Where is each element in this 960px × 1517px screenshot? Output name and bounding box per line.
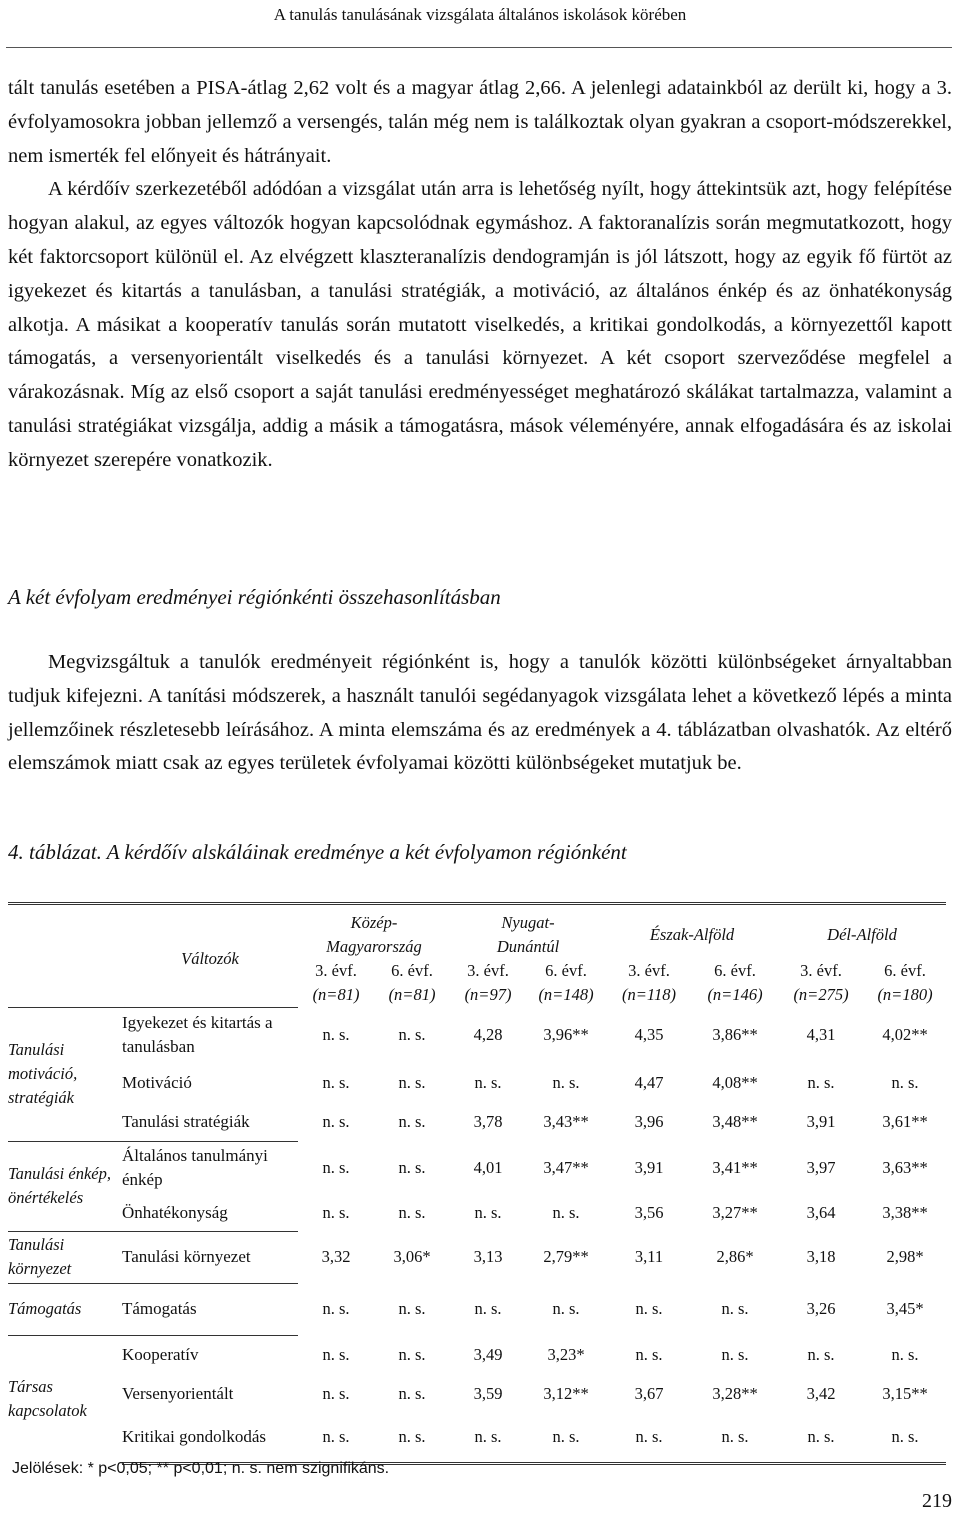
cell: n. s. [778,1413,864,1463]
cell: n. s. [322,1158,350,1177]
group-label-environment: Tanulási környezet [8,1231,122,1283]
cell: 3,45* [886,1299,924,1318]
cell: n. s. [398,1073,426,1092]
cell: n. s. [891,1345,919,1364]
cell: 3,15** [882,1384,928,1403]
table-row [8,1413,946,1463]
table-row [8,1063,946,1103]
table-caption: 4. táblázat. A kérdőív alskáláinak eredménye a két évfolyamon régiónként [8,840,627,864]
cell: 3,43** [543,1112,589,1131]
row-label: Motiváció [122,1073,192,1092]
cell: 4,31 [806,1025,836,1044]
cell: n. s. [635,1299,663,1318]
cell: n. s. [322,1345,350,1364]
row-label: Általános tanulmányi énkép [122,1146,268,1190]
cell: 3,96** [543,1025,589,1044]
group-label-social: Társas kapcsolatok [8,1377,87,1421]
cell: n. s. [552,1073,580,1092]
col-header: 6. évf. (n=81) [388,961,436,1004]
cell: 3,61** [882,1112,928,1131]
cell: n. s. [322,1384,350,1403]
region-header-0: Közép- Magyarország [326,913,422,956]
cell: n. s. [322,1203,350,1222]
row-label: Versenyorientált [122,1384,234,1403]
results-table [8,902,946,1465]
cell: 3,56 [634,1203,664,1222]
cell: 3,91 [806,1112,836,1131]
col-header: 3. évf. (n=81) [312,961,360,1004]
cell: n. s. [374,1413,450,1463]
col-header: 3. évf. (n=97) [464,961,512,1004]
cell: 3,28** [712,1384,758,1403]
row-label: Önhatékonyság [122,1195,298,1231]
cell: 3,67 [634,1384,664,1403]
row-label: Igyekezet és kitartás a tanulásban [122,1007,298,1063]
table-header-row-regions [8,911,946,959]
cell: n. s. [474,1073,502,1092]
cell: n. s. [474,1203,502,1222]
cell: 3,18 [806,1247,836,1266]
cell: 4,01 [473,1158,503,1177]
cell: n. s. [526,1413,606,1463]
table-row [8,1231,946,1283]
cell: 3,12** [543,1384,589,1403]
cell: 3,96 [634,1112,664,1131]
header-rule [6,47,952,48]
cell: n. s. [474,1299,502,1318]
cell: 3,78 [473,1112,503,1131]
cell: n. s. [807,1073,835,1092]
row-label: Tanulási stratégiák [122,1103,298,1141]
body-paragraph-1 [8,72,952,478]
cell: 4,08** [712,1073,758,1092]
table-row [8,1283,946,1335]
cell: 3,63** [882,1158,928,1177]
cell: n. s. [398,1203,426,1222]
group-label-support: Támogatás [8,1283,122,1335]
cell: 3,48** [712,1112,758,1131]
cell: 2,79** [543,1247,589,1266]
cell: n. s. [398,1384,426,1403]
cell: 3,13 [473,1247,503,1266]
cell: n. s. [322,1025,350,1044]
cell: 4,47 [634,1073,664,1092]
table-row [8,1141,946,1195]
paragraph-1-text: tált tanulás esetében a PISA-átlag 2,62 volt és a magyar átlag 2,66. A jelenlegi adatainkból az derült ki, hogy a 3. évfolyamosokra jobban jellemző a versengés, talán még nem is találkoztak olyan gyakran a csoport-módszerekkel, nem ismerték fel előnyeit és hátrányait. [8,77,952,167]
region-header-2: Észak-Alföld [649,925,735,944]
cell: 3,59 [473,1384,503,1403]
cell: n. s. [692,1413,778,1463]
cell: 4,35 [634,1025,664,1044]
cell: n. s. [398,1299,426,1318]
col-header: 6. évf. (n=180) [877,961,933,1004]
row-label: Tanulási környezet [122,1231,298,1283]
cell: 3,97 [806,1158,836,1177]
cell: 3,49 [473,1345,503,1364]
table-row [8,1375,946,1413]
cell: 3,86** [712,1025,758,1044]
cell: n. s. [552,1299,580,1318]
running-header: A tanulás tanulásának vizsgálata általános iskolások körében [273,5,687,24]
cell: 3,11 [634,1247,664,1266]
table-row [8,1195,946,1231]
cell: n. s. [398,1345,426,1364]
table-row [8,1007,946,1063]
paragraph-2-text: A kérdőív szerkezetéből adódóan a vizsgálat után arra is lehetőség nyílt, hogy áttekintsük azt, hogy felépítése hogyan alakul, az egyes változók hogyan kapcsolódnak egymáshoz. A faktoranalízis során megmutatkozott, hogy két faktorcsoport különül el. Az elvégzett klaszteranalízis dendogramján is jól látszott, hogy az egyik fő fürtöt az igyekezet és kitartás a tanulásban, a tanulási stratégiák, a motiváció, az általános énkép és az önhatékonyság alkotja. A másikat a kooperatív tanulás során mutatott viselkedés, a kritikai gondolkodás, a környezettől kapott támogatás, a versenyorientált viselkedés és a tanulási környezet. A két csoport szerveződése megfelel a várakozásnak. Míg az első csoport a saját tanulási eredményességet meghatározó skálákat tartalmazza, valamint a tanulási stratégiákat vizsgálja, addig a másik a támogatásra, mások véleményére, annak elfogadására és az iskolai környezet szerepére vonatkozik. [8,178,952,471]
group-label-motivation: Tanulási motiváció, stratégiák [8,1007,122,1141]
table-row [8,1335,946,1375]
col-header: 6. évf. (n=146) [707,961,763,1004]
cell: n. s. [322,1112,350,1131]
cell: n. s. [891,1073,919,1092]
cell: n. s. [552,1203,580,1222]
cell: n. s. [450,1413,526,1463]
col-header: 3. évf. (n=118) [622,961,676,1004]
cell: 2,98* [886,1247,924,1266]
col-header: 6. évf. (n=148) [538,961,594,1004]
cell: 3,64 [806,1203,836,1222]
region-header-1: Nyugat- Dunántúl [496,913,560,956]
col-header: 3. évf. (n=275) [793,961,849,1004]
cell: 3,47** [543,1158,589,1177]
cell: 2,86* [716,1247,754,1266]
cell: 3,32 [321,1247,351,1266]
cell: 3,27** [712,1203,758,1222]
cell: 3,23* [547,1345,585,1364]
cell: 3,91 [634,1158,664,1177]
cell: n. s. [721,1345,749,1364]
cell: 3,26 [806,1299,836,1318]
row-label: Kooperatív [122,1345,199,1365]
body-paragraph-3: Megvizsgáltuk a tanulók eredményeit régiónként is, hogy a tanulók közötti különbségeket árnyaltabban tudjuk kifejezni. A tanítási módszerek, a használt tanulói segédanyagok vizsgálata lehet a következő lépés a minta jellemzőinek részletesebb leírásához. A minta elemszáma és az eredmények a 4. táblázatban olvashatók. Az eltérő elemszámok miatt csak az egyes területek évfolyamai közötti különbségeket mutatjuk be. [8,651,952,775]
cell: n. s. [322,1299,350,1318]
cell: n. s. [606,1413,692,1463]
table-row [8,1103,946,1141]
cell: n. s. [864,1413,946,1463]
cell: 4,28 [473,1025,503,1044]
row-label: Támogatás [122,1283,298,1335]
cell: 3,38** [882,1203,928,1222]
cell: 3,06* [393,1247,431,1266]
cell: n. s. [721,1299,749,1318]
cell: 3,41** [712,1158,758,1177]
table-footnote: Jelölések: * p<0,05; ** p<0,01; n. s. nem szignifikáns. [12,1460,390,1477]
cell: n. s. [398,1112,426,1131]
row-label: Kritikai gondolkodás [122,1413,298,1463]
section-title: A két évfolyam eredményei régiónkénti összehasonlításban [8,585,501,609]
cell: n. s. [398,1158,426,1177]
cell: n. s. [635,1345,663,1364]
page-number: 219 [922,1490,952,1512]
cell: n. s. [322,1073,350,1092]
cell: 4,02** [882,1025,928,1044]
cell: n. s. [398,1025,426,1044]
cell: n. s. [807,1345,835,1364]
cell: n. s. [298,1413,374,1463]
variables-header: Változók [181,948,239,968]
group-label-selfimage: Tanulási énkép, önértékelés [8,1141,122,1231]
cell: 3,42 [806,1384,836,1403]
region-header-3: Dél-Alföld [827,925,897,944]
